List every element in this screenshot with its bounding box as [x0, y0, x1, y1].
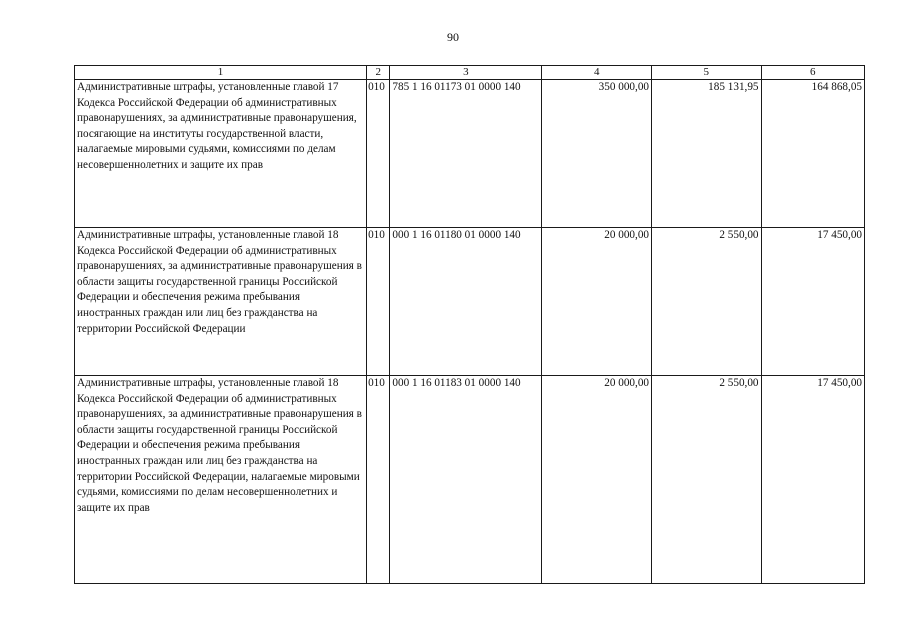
revenue-table: [74, 65, 865, 584]
page-number: 90: [447, 30, 459, 44]
row-kbk-cell: 000 1 16 01183 01 0000 140: [390, 376, 542, 584]
row-approved-cell: 350 000,00: [542, 80, 652, 228]
row-executed-cell: 2 550,00: [652, 228, 762, 376]
column-header-5: 5: [652, 66, 762, 80]
row-executed-cell: 2 550,00: [652, 376, 762, 584]
column-header-6: 6: [761, 66, 864, 80]
row-admin-code-cell: 010: [367, 228, 390, 376]
row-remaining-cell: 17 450,00: [761, 376, 864, 584]
row-name-cell: Административные штрафы, установленные главой 18 Кодекса Российской Федерации об административных правонарушениях, за административные правонарушения в области защиты государственной границы Российской Федерации и обеспечения режима пребывания иностранных граждан или лиц без гражданства на территории Российской Федерации, налагаемые мировыми судьями, комиссиями по делам несовершеннолетних и защите их прав: [75, 376, 367, 584]
row-name-cell: Административные штрафы, установленные главой 18 Кодекса Российской Федерации об административных правонарушениях, за административные правонарушения в области защиты государственной границы Российской Федерации и обеспечения режима пребывания иностранных граждан или лиц без гражданства на территории Российской Федерации: [75, 228, 367, 376]
row-kbk-cell: 000 1 16 01180 01 0000 140: [390, 228, 542, 376]
row-remaining-cell: 164 868,05: [761, 80, 864, 228]
column-header-3: 3: [390, 66, 542, 80]
column-header-1: 1: [75, 66, 367, 80]
table-row: [75, 80, 865, 228]
column-header-4: 4: [542, 66, 652, 80]
column-header-2: 2: [367, 66, 390, 80]
row-approved-cell: 20 000,00: [542, 228, 652, 376]
row-executed-cell: 185 131,95: [652, 80, 762, 228]
row-approved-cell: 20 000,00: [542, 376, 652, 584]
table-row: [75, 228, 865, 376]
table-header-row: [75, 66, 865, 80]
row-remaining-cell: 17 450,00: [761, 228, 864, 376]
row-admin-code-cell: 010: [367, 80, 390, 228]
row-admin-code-cell: 010: [367, 376, 390, 584]
row-name-cell: Административные штрафы, установленные главой 17 Кодекса Российской Федерации об административных правонарушениях, за административные правонарушения, посягающие на институты государственной власти, налагаемые мировыми судьями, комиссиями по делам несовершеннолетних и защите их прав: [75, 80, 367, 228]
table-row: [75, 376, 865, 584]
row-kbk-cell: 785 1 16 01173 01 0000 140: [390, 80, 542, 228]
